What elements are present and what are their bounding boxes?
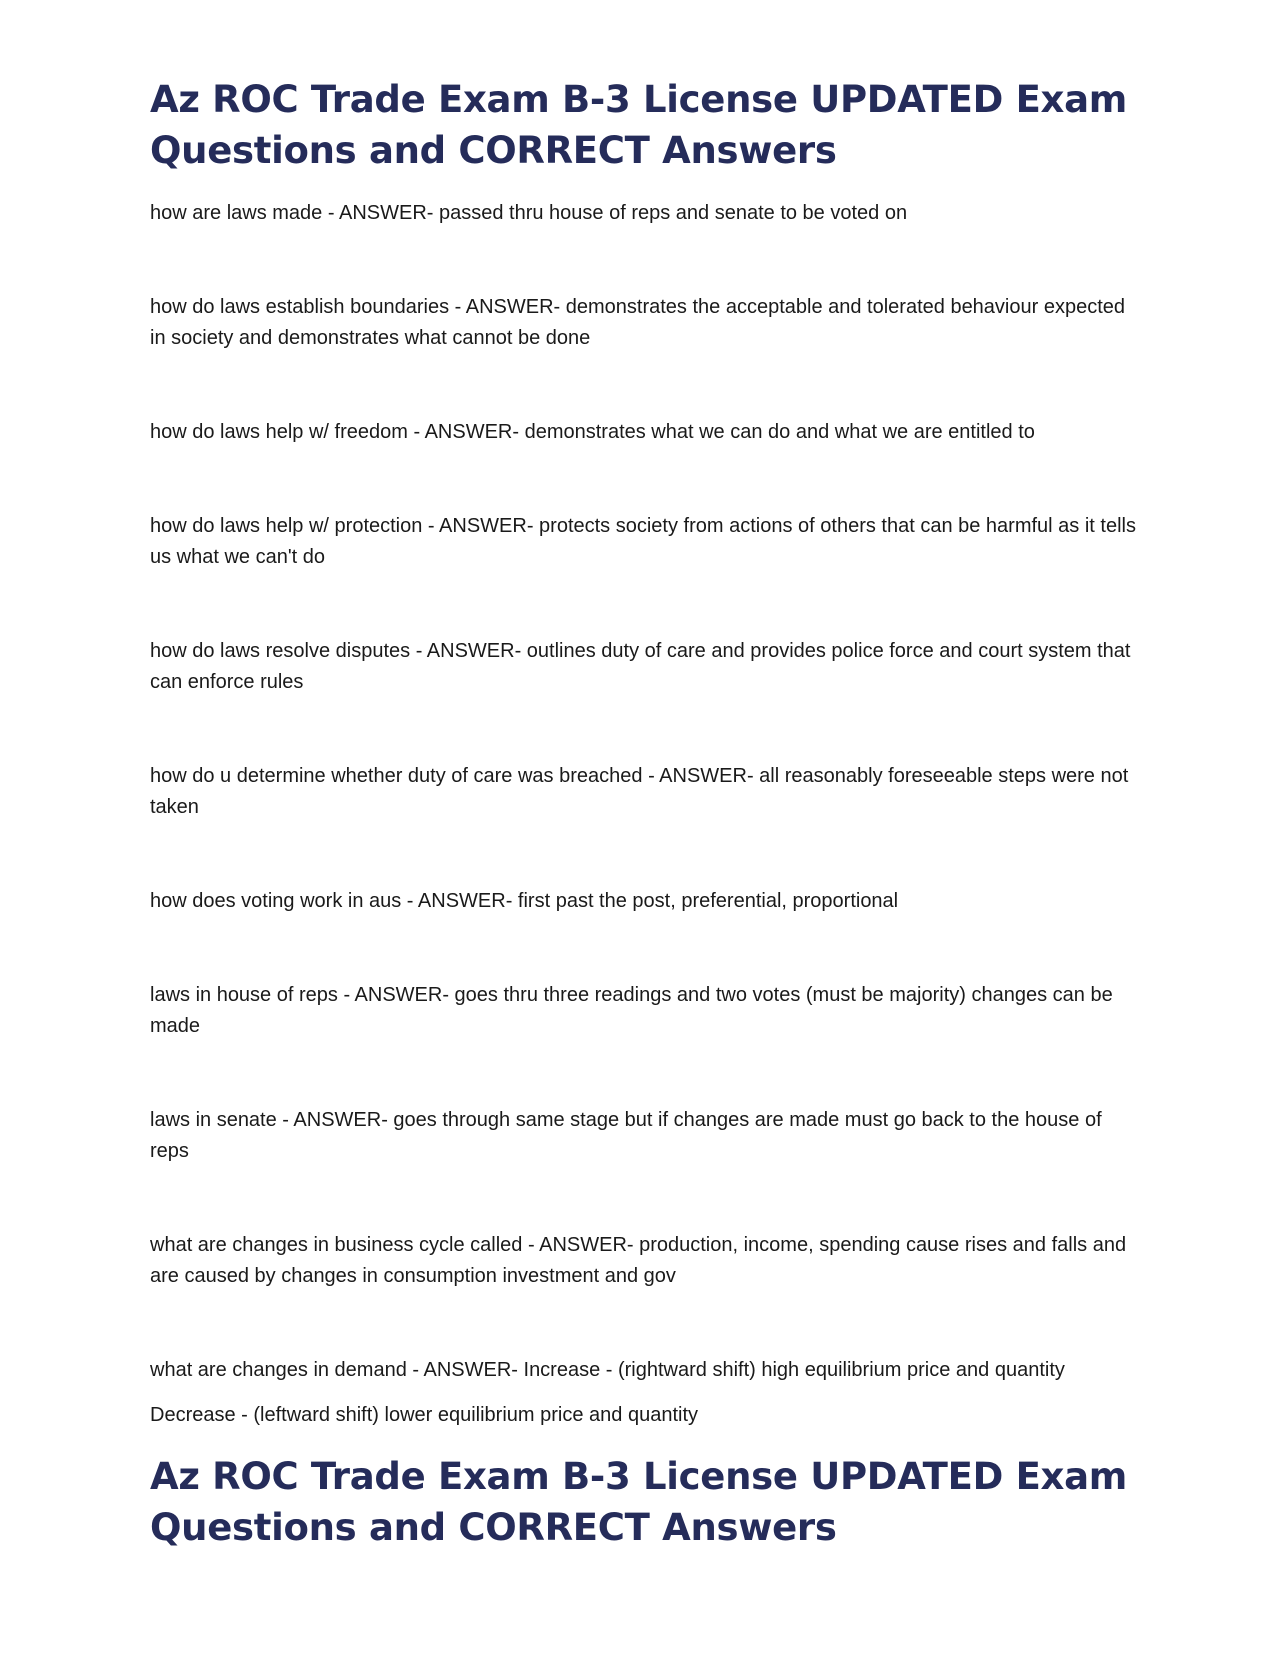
qa-item: laws in senate - ANSWER- goes through same stage but if changes are made must go back to the house of reps bbox=[150, 1109, 1102, 1162]
document-page bbox=[150, 74, 1140, 1553]
qa-item: how do laws resolve disputes - ANSWER- outlines duty of care and provides police force and court system that can enforce rules bbox=[150, 640, 1131, 693]
document-title-repeat: Az ROC Trade Exam B-3 License UPDATED Exam Questions and CORRECT Answers bbox=[150, 1455, 1128, 1549]
qa-item: what are changes in business cycle called - ANSWER- production, income, spending cause rises and falls and are caused by changes in consumption investment and gov bbox=[150, 1234, 1127, 1287]
qa-item: how do laws help w/ protection - ANSWER- protects society from actions of others that can be harmful as it tells us what we can't do bbox=[150, 515, 1136, 568]
qa-item-continuation: Decrease - (leftward shift) lower equilibrium price and quantity bbox=[150, 1404, 699, 1426]
qa-item: how are laws made - ANSWER- passed thru house of reps and senate to be voted on bbox=[150, 202, 908, 224]
qa-item: laws in house of reps - ANSWER- goes thru three readings and two votes (must be majority) changes can be made bbox=[150, 984, 1113, 1037]
document-title: Az ROC Trade Exam B-3 License UPDATED Exam Questions and CORRECT Answers bbox=[150, 78, 1128, 172]
qa-item: how do laws establish boundaries - ANSWER- demonstrates the acceptable and tolerated behaviour expected in society and demonstrates what cannot be done bbox=[150, 296, 1126, 349]
qa-list bbox=[150, 198, 1140, 1431]
qa-item: what are changes in demand - ANSWER- Increase - (rightward shift) high equilibrium price and quantity bbox=[150, 1359, 1065, 1381]
qa-item: how do laws help w/ freedom - ANSWER- demonstrates what we can do and what we are entitled to bbox=[150, 421, 1035, 443]
qa-item: how does voting work in aus - ANSWER- first past the post, preferential, proportional bbox=[150, 890, 899, 912]
qa-item: how do u determine whether duty of care was breached - ANSWER- all reasonably foreseeable steps were not taken bbox=[150, 765, 1129, 818]
